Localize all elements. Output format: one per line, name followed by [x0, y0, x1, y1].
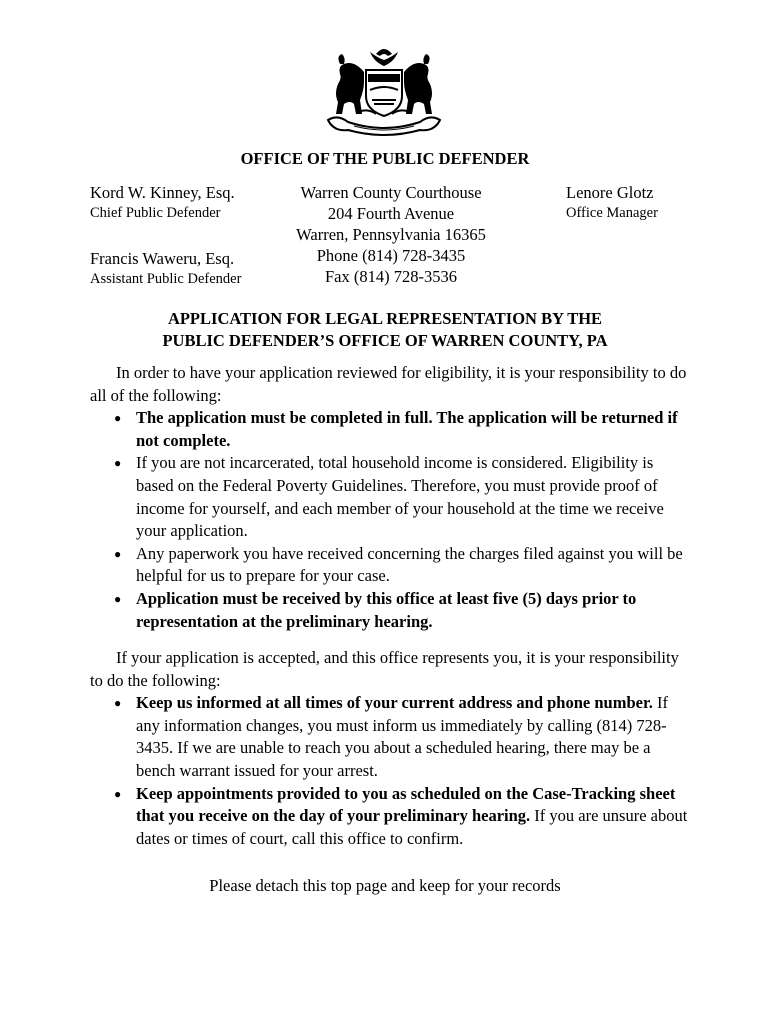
list-item-text: If you are unsure about dates or times of court, call this office to confirm.: [136, 806, 688, 848]
eligibility-list: [90, 407, 690, 633]
office-title: OFFICE OF THE PUBLIC DEFENDER: [240, 149, 530, 168]
staff-right-column: [566, 182, 658, 224]
office-fax: Fax (814) 728-3536: [325, 267, 457, 286]
responsibility-list: [90, 692, 690, 850]
office-manager-title: Office Manager: [566, 205, 658, 221]
bullet-icon: ●: [114, 456, 122, 471]
footer-note: Please detach this top page and keep for your records: [209, 876, 561, 895]
list-item-text: If any information changes, you must inform us immediately by calling (814) 728-3435. If we are unable to reach you about a scheduled hearing, there may be a bench warrant issued for your arrest.: [136, 693, 669, 780]
application-title: [0, 308, 770, 352]
chief-defender-title: Chief Public Defender: [90, 205, 221, 221]
list-item-bold: Keep appointments provided to you as scheduled on the Case-Tracking sheet that you receive on the day of your preliminary hearing.: [136, 783, 676, 826]
bullet-icon: ●: [114, 546, 122, 561]
address-city: Warren, Pennsylvania 16365: [296, 225, 486, 244]
office-phone: Phone (814) 728-3435: [316, 246, 466, 265]
list-item: [90, 692, 690, 782]
list-item-bold: The application must be completed in full. The application will be returned if not complete.: [136, 408, 678, 450]
eligibility-section: [90, 362, 690, 633]
bullet-icon: ●: [114, 411, 122, 426]
staff-left-column: [90, 182, 241, 290]
list-item: [90, 588, 690, 633]
bullet-icon: ●: [114, 786, 122, 801]
responsibility-intro: If your application is accepted, and this office represents you, it is your responsibility to do the following:: [90, 648, 679, 690]
list-item: [90, 452, 690, 542]
office-manager-name: Lenore Glotz: [566, 183, 654, 202]
assistant-defender-title: Assistant Public Defender: [90, 271, 242, 287]
list-item-bold: Application must be received by this office at least five (5) days prior to representation at the preliminary hearing.: [136, 588, 637, 631]
office-address-block: [280, 182, 502, 287]
eligibility-intro: In order to have your application reviewed for eligibility, it is your responsibility to do all of the following:: [90, 363, 687, 405]
application-title-line1: APPLICATION FOR LEGAL REPRESENTATION BY THE: [167, 309, 603, 328]
address-building: Warren County Courthouse: [300, 183, 482, 202]
list-item: [90, 543, 690, 588]
assistant-defender-name: Francis Waweru, Esq.: [90, 249, 235, 268]
list-item: [90, 407, 690, 452]
list-item-bold: Keep us informed at all times of your current address and phone number.: [136, 693, 653, 713]
application-title-line2: PUBLIC DEFENDER’S OFFICE OF WARREN COUNTY, PA: [162, 331, 608, 350]
list-item-text: If you are not incarcerated, total household income is considered. Eligibility is based on the Federal Poverty Guidelines. Therefore, you must provide proof of income for yourself, and each member of your household at the time we receive your application.: [136, 453, 664, 541]
chief-defender-name: Kord W. Kinney, Esq.: [90, 183, 235, 202]
pennsylvania-coat-of-arms-icon: [318, 42, 450, 138]
list-item-text: Any paperwork you have received concerning the charges filed against you will be helpful for us to prepare for your case.: [136, 543, 683, 586]
bullet-icon: ●: [114, 591, 122, 606]
bullet-icon: ●: [114, 696, 122, 711]
address-street: 204 Fourth Avenue: [327, 204, 455, 223]
list-item: [90, 783, 690, 851]
responsibility-section: [90, 647, 690, 850]
